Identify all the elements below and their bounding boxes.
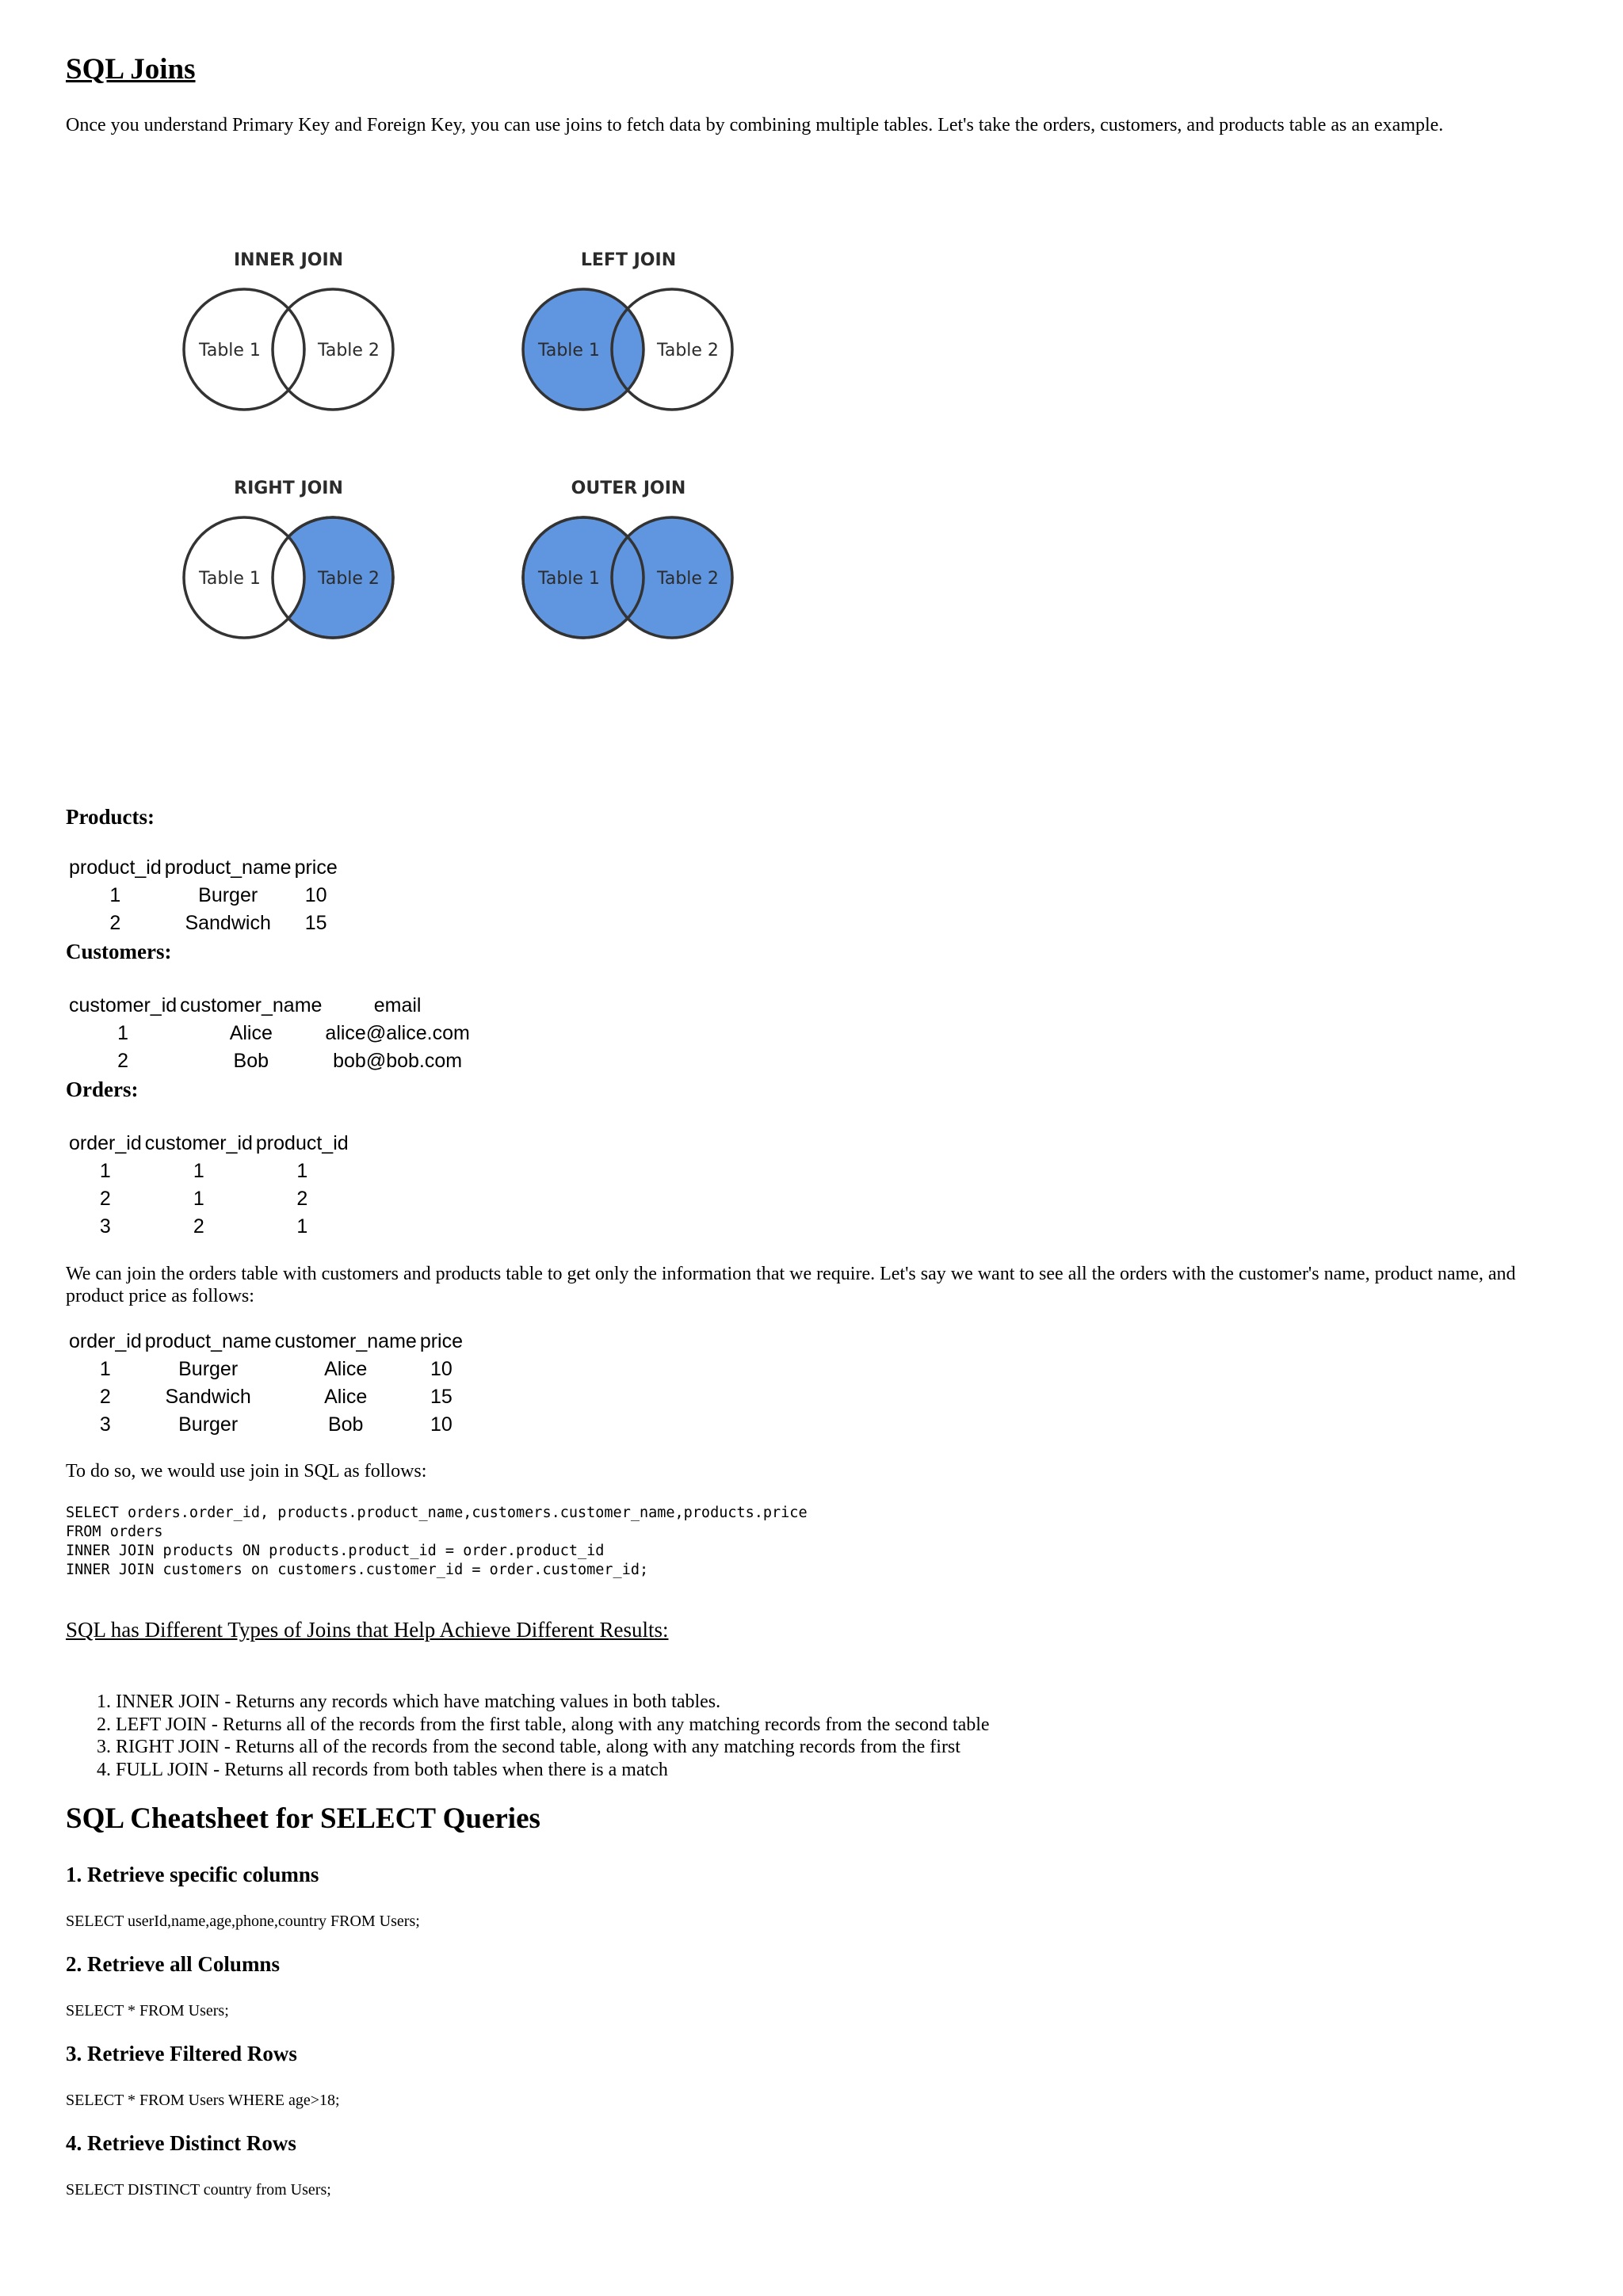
join-venn-diagrams (158, 238, 761, 650)
list-item: 2. LEFT JOIN - Returns all of the records from the first table, along with any matching records from the second table (116, 1714, 990, 1737)
table-header-row (67, 1328, 464, 1356)
todo-paragraph: To do so, we would use join in SQL as follows: (66, 1461, 427, 1482)
table-cell: Burger (178, 1358, 239, 1380)
products-label: Products: (66, 805, 155, 829)
table-cell: 3 (99, 1215, 111, 1238)
column-header: product_name (144, 1330, 272, 1352)
orders-table (67, 1130, 350, 1241)
table-cell: Bob (327, 1413, 364, 1436)
code-line: INNER JOIN products ON products.product_id = order.product_id (66, 1543, 605, 1559)
table-cell: 2 (109, 912, 121, 934)
outer-join-label: OUTER JOIN (571, 479, 686, 498)
products-table (67, 854, 339, 937)
list-item: 3. RIGHT JOIN - Returns all of the records from the second table, along with any matching records from the first (116, 1736, 990, 1759)
right-join-diagram (184, 479, 393, 638)
table-cell: 2 (296, 1188, 308, 1210)
table-row (67, 1411, 464, 1439)
left-join-table2: Table 2 (657, 341, 719, 360)
table-cell: Alice (324, 1386, 368, 1408)
table-cell: Burger (198, 884, 258, 906)
column-header: product_id (255, 1132, 349, 1154)
column-header: order_id (69, 1330, 142, 1352)
right-join-table1: Table 1 (199, 569, 261, 589)
left-join-diagram (523, 250, 732, 410)
table-row (67, 882, 339, 910)
table-cell: 2 (99, 1188, 111, 1210)
table-header-row (67, 854, 339, 882)
table-cell: 1 (296, 1215, 308, 1238)
table-cell: Alice (324, 1358, 368, 1380)
table-cell: Sandwich (185, 912, 271, 934)
code-line: FROM orders (66, 1524, 163, 1540)
column-header: price (419, 1330, 463, 1352)
cheat-heading-3: 3. Retrieve Filtered Rows (66, 2042, 297, 2065)
table-cell: Sandwich (165, 1386, 251, 1408)
table-cell: 2 (193, 1215, 204, 1238)
outer-join-table1: Table 1 (538, 569, 600, 589)
table-cell: 15 (430, 1386, 453, 1408)
table-cell: 10 (430, 1413, 453, 1436)
table-cell: 1 (296, 1160, 308, 1182)
table-cell: 10 (304, 884, 327, 906)
cheat-query-3: SELECT * FROM Users WHERE age>18; (66, 2092, 340, 2109)
cheat-heading-4: 4. Retrieve Distinct Rows (66, 2131, 296, 2155)
table-cell: 1 (193, 1188, 204, 1210)
table-cell: 10 (430, 1358, 453, 1380)
column-header: customer_id (69, 994, 178, 1016)
intro-paragraph: Once you understand Primary Key and Foreign Key, you can use joins to fetch data by combining multiple tables. Let's take the orders, customers, and products table as an example. (66, 115, 1444, 135)
column-header: customer_id (144, 1132, 253, 1154)
table-cell: alice@alice.com (325, 1022, 470, 1044)
table-cell: 1 (109, 884, 121, 906)
page-title: SQL Joins (66, 53, 196, 86)
outer-join-diagram (523, 479, 732, 638)
table-cell: 1 (99, 1358, 111, 1380)
inner-join-table1: Table 1 (199, 341, 261, 360)
table-cell: 1 (193, 1160, 204, 1182)
column-header: price (294, 856, 338, 879)
column-header: product_name (164, 856, 292, 879)
table-cell: 2 (117, 1050, 129, 1072)
table-row (67, 1383, 464, 1411)
column-header: email (373, 994, 422, 1016)
table-row (67, 1185, 350, 1213)
cheat-heading-1: 1. Retrieve specific columns (66, 1863, 319, 1886)
table-row (67, 1020, 472, 1047)
left-join-table1: Table 1 (538, 341, 600, 360)
cheat-heading-2: 2. Retrieve all Columns (66, 1952, 280, 1976)
table-cell: Burger (178, 1413, 239, 1436)
right-join-table2: Table 2 (318, 569, 380, 589)
table-cell: 15 (304, 912, 327, 934)
right-join-label: RIGHT JOIN (234, 479, 343, 498)
table-cell: Bob (233, 1050, 269, 1072)
table-row (67, 1158, 350, 1185)
cheatsheet-title: SQL Cheatsheet for SELECT Queries (66, 1802, 540, 1835)
list-item: 4. FULL JOIN - Returns all records from both tables when there is a match (116, 1759, 990, 1782)
list-item: 1. INNER JOIN - Returns any records which have matching values in both tables. (116, 1691, 990, 1714)
table-row (67, 910, 339, 937)
cheat-query-1: SELECT userId,name,age,phone,country FROM Users; (66, 1913, 420, 1930)
table-cell: 2 (99, 1386, 111, 1408)
join-explanation: We can join the orders table with customers and products table to get only the information that we require. Let's say we want to see all the orders with the customer's name, product name, and product price as follows: (66, 1264, 1516, 1306)
code-line: SELECT orders.order_id, products.product_name,customers.customer_name,products.price (66, 1505, 808, 1521)
table-cell: Alice (229, 1022, 273, 1044)
inner-join-table2: Table 2 (318, 341, 380, 360)
table-cell: 1 (117, 1022, 129, 1044)
column-header: order_id (69, 1132, 142, 1154)
inner-join-label: INNER JOIN (233, 250, 344, 270)
table-cell: 3 (99, 1413, 111, 1436)
column-header: customer_name (274, 1330, 417, 1352)
orders-label: Orders: (66, 1077, 139, 1101)
cheat-query-2: SELECT * FROM Users; (66, 2002, 229, 2019)
table-row (67, 1047, 472, 1075)
customers-table (67, 992, 472, 1075)
outer-join-table2: Table 2 (657, 569, 719, 589)
table-row (67, 1356, 464, 1383)
customers-label: Customers: (66, 940, 172, 963)
column-header: product_id (69, 856, 162, 879)
table-cell: 1 (99, 1160, 111, 1182)
table-row (67, 1213, 350, 1241)
table-cell: bob@bob.com (333, 1050, 463, 1072)
code-line: INNER JOIN customers on customers.customer_id = order.customer_id; (66, 1562, 649, 1578)
table-header-row (67, 1130, 350, 1158)
join-types-heading: SQL has Different Types of Joins that Help Achieve Different Results: (66, 1618, 669, 1642)
cheat-query-4: SELECT DISTINCT country from Users; (66, 2181, 331, 2199)
left-join-label: LEFT JOIN (580, 250, 677, 270)
join-types-list (66, 1691, 990, 1781)
table-header-row (67, 992, 472, 1020)
result-table (67, 1328, 464, 1439)
column-header: customer_name (180, 994, 323, 1016)
inner-join-diagram (184, 250, 423, 410)
sql-code-block (66, 1504, 808, 1580)
